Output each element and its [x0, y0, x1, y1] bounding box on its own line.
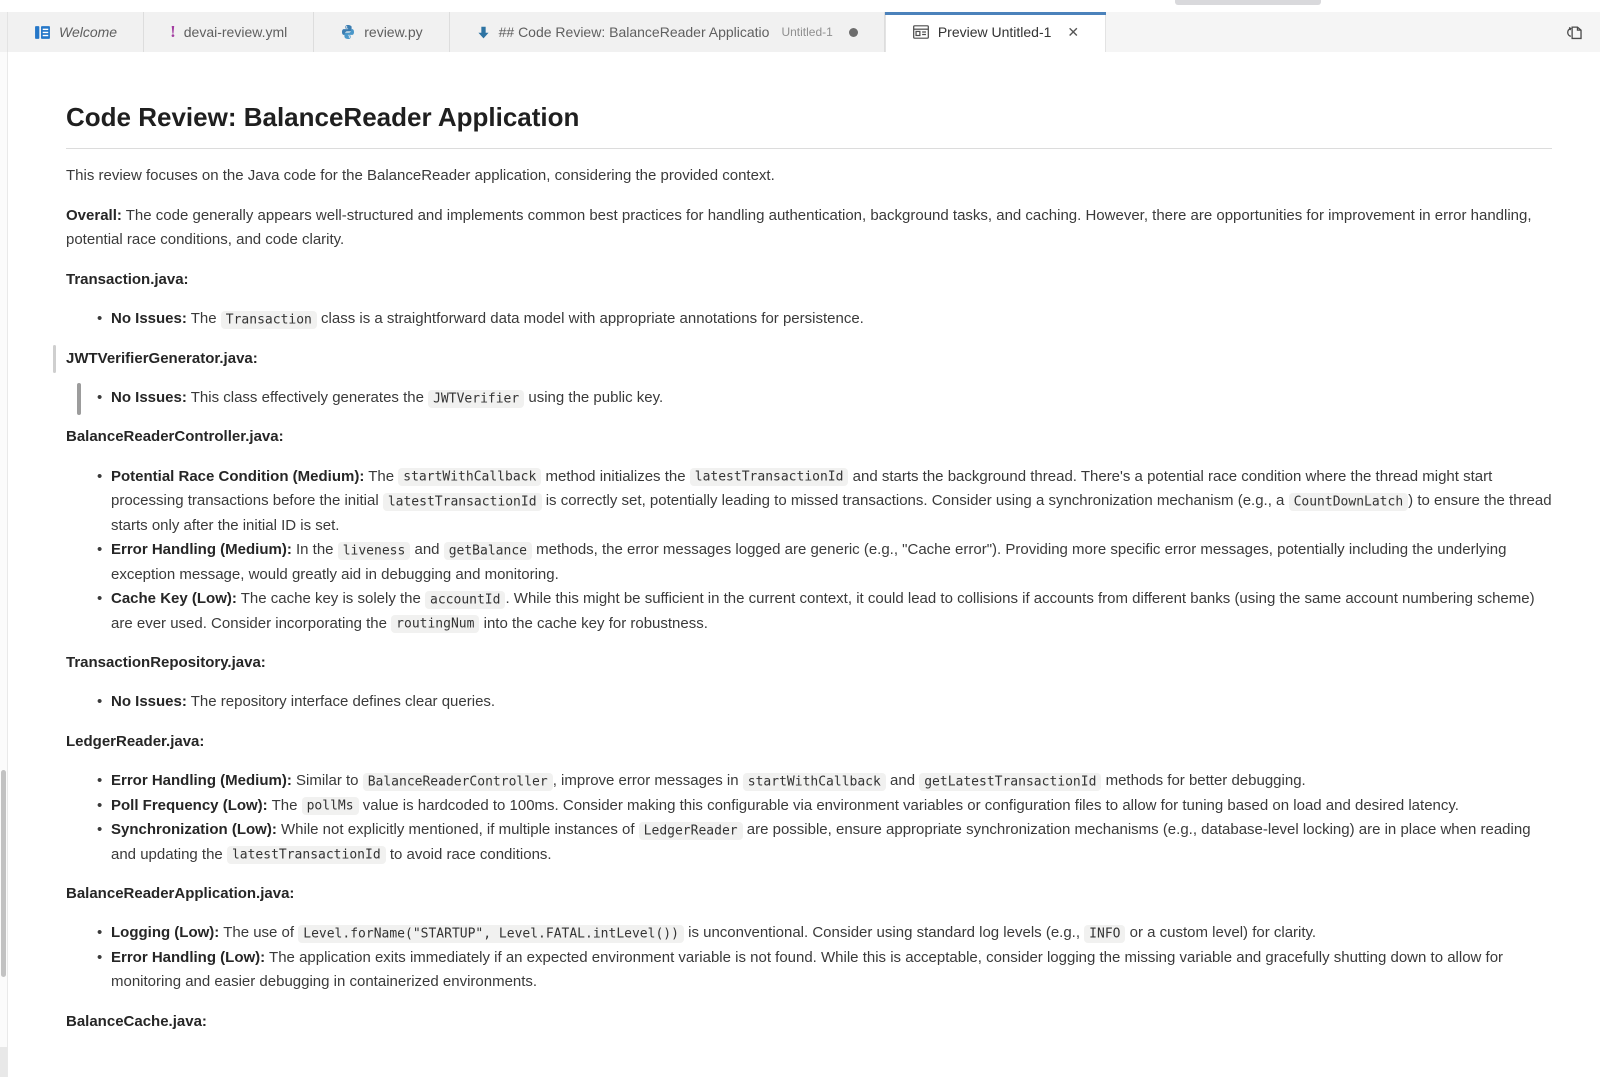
- inline-code: startWithCallback: [743, 773, 886, 791]
- issue-list: [66, 307, 1552, 331]
- window-widget-edge: [1175, 0, 1321, 5]
- scroll-sync-marker: [77, 383, 81, 415]
- inline-code: latestTransactionId: [383, 493, 542, 511]
- section-heading: BalanceReaderController.java:: [66, 428, 284, 446]
- intro-paragraph: This review focuses on the Java code for the BalanceReader application, considering the provided context.: [66, 167, 775, 185]
- markdown-arrow-icon: [476, 25, 491, 40]
- document-sections: [66, 268, 1552, 1035]
- close-tab-icon[interactable]: ✕: [1067, 24, 1080, 40]
- issue-list: [66, 465, 1552, 636]
- tab-label: Welcome: [59, 24, 118, 40]
- inline-code: CountDownLatch: [1289, 493, 1409, 511]
- tab-description: Untitled-1: [781, 25, 833, 39]
- tab-label: Preview Untitled-1: [937, 24, 1052, 40]
- inline-code: latestTransactionId: [227, 846, 386, 864]
- tab-label: ## Code Review: BalanceReader Applicatio: [498, 24, 770, 40]
- issue-label: No Issues:: [111, 693, 187, 711]
- yaml-exclamation-icon: !: [170, 22, 176, 41]
- tab-devai-review-yml[interactable]: [144, 12, 314, 52]
- tab-label: devai-review.yml: [183, 24, 288, 40]
- modified-dot-icon[interactable]: [849, 28, 858, 37]
- section-heading: BalanceReaderApplication.java:: [66, 885, 295, 902]
- overall-label: Overall:: [66, 206, 122, 224]
- welcome-book-icon: [34, 24, 51, 41]
- issue-label: Error Handling (Medium):: [111, 541, 292, 559]
- inline-code: INFO: [1084, 925, 1125, 943]
- issue-label: Error Handling (Medium):: [111, 772, 292, 790]
- overall-text: The code generally appears well-structured and implements common best practices for handling authentication, background tasks, and caching. However, there are opportunities for improvement in error handling, potential race conditions, and code clarity.: [66, 206, 1532, 249]
- inline-code: Level.forName("STARTUP", Level.FATAL.intLevel()): [298, 925, 684, 943]
- issue-label: Synchronization (Low):: [111, 821, 277, 839]
- inline-code: Transaction: [221, 311, 317, 329]
- issue-list: [66, 386, 1552, 410]
- inline-code: JWTVerifier: [428, 390, 524, 408]
- tab-preview-untitled-1[interactable]: [885, 12, 1106, 52]
- left-panel-edge: [0, 52, 8, 1077]
- section-heading: LedgerReader.java:: [66, 732, 205, 750]
- issue-list: [66, 769, 1552, 867]
- markdown-preview: [8, 52, 1600, 1077]
- editor-tab-bar: [0, 12, 1600, 52]
- issue-item: • Logging (Low): The use of Level.forName("STARTUP", Level.FATAL.intLevel()) is unconventional. Consider using standard log levels (e.g., INFO or a custom level) for clarity.: [111, 921, 1552, 945]
- issue-label: Logging (Low):: [111, 924, 220, 942]
- inline-code: BalanceReaderController: [363, 773, 553, 791]
- issue-item: • No Issues: The repository interface defines clear queries.: [111, 690, 1552, 714]
- issue-item: • Synchronization (Low): While not explicitly mentioned, if multiple instances of LedgerReader are possible, ensure appropriate synchronization mechanisms (e.g., database-level locking) are in place when reading and updating the latestTransactionId to avoid race conditions.: [111, 818, 1552, 867]
- issue-label: Poll Frequency (Low):: [111, 796, 268, 814]
- inline-code: routingNum: [391, 615, 479, 633]
- overall-paragraph: [66, 204, 1552, 253]
- editor-main: [0, 52, 1600, 1077]
- page-title: Code Review: BalanceReader Application: [66, 96, 1552, 149]
- issue-label: Error Handling (Low):: [111, 948, 266, 966]
- preview-icon: [912, 23, 930, 41]
- issue-item: • Error Handling (Medium): In the liveness and getBalance methods, the error messages logged are generic (e.g., "Cache error"). Providing more specific error messages, potentially including the underlying exception message, would greatly aid in debugging and monitoring.: [111, 538, 1552, 587]
- python-icon: [340, 24, 356, 40]
- issue-label: Cache Key (Low):: [111, 590, 237, 608]
- issue-item: • Error Handling (Medium): Similar to BalanceReaderController , improve error messages in startWithCallback and getLatestTransactionId methods for better debugging.: [111, 769, 1552, 793]
- section-heading: TransactionRepository.java:: [66, 653, 266, 671]
- tab-label: review.py: [364, 24, 423, 40]
- section-heading: Transaction.java:: [66, 270, 189, 288]
- issue-item: • Poll Frequency (Low): The pollMs value is hardcoded to 100ms. Consider making this configurable via environment variables or configuration files to allow for tuning based on load and desired latency.: [111, 794, 1552, 818]
- issue-list: [66, 921, 1552, 994]
- issue-item: • Cache Key (Low): The cache key is solely the accountId . While this might be sufficient in the current context, it could lead to collisions if accounts from different banks (using the same account numbering scheme) are ever used. Consider incorporating the routingNum into the cache key for robustness.: [111, 587, 1552, 636]
- issue-item: • Potential Race Condition (Medium): The startWithCallback method initializes the latestTransactionId and starts the background thread. There's a potential race condition where the thread might start processing transactions before the initial latestTransactionId is correctly set, potentially leading to missed transactions. Consider using a synchronization mechanism (e.g., a CountDownLatch ) to ensure the thread starts only after the initial ID is set.: [111, 465, 1552, 538]
- scroll-sync-marker: [53, 345, 56, 373]
- issue-item: • Error Handling (Low): The application exits immediately if an expected environment variable is not found. While this is acceptable, consider logging the missing variable and gracefully shutting down to allow for monitoring and easier debugging in containerized environments.: [111, 946, 1552, 995]
- inline-code: startWithCallback: [398, 468, 541, 486]
- left-panel-footer-edge: [0, 1047, 7, 1077]
- inline-code: pollMs: [302, 797, 359, 815]
- inline-code: getBalance: [444, 542, 532, 560]
- inline-code: latestTransactionId: [690, 468, 849, 486]
- inline-code: accountId: [425, 591, 505, 609]
- tab-code-review-balancereader-applicatio[interactable]: [450, 12, 885, 52]
- split-editor-icon[interactable]: [1565, 23, 1584, 42]
- section-heading: JWTVerifierGenerator.java:: [66, 347, 1552, 371]
- section-heading: BalanceCache.java:: [66, 1012, 207, 1030]
- tab-review-py[interactable]: [314, 12, 449, 52]
- left-scrollbar-thumb[interactable]: [1, 770, 6, 977]
- issue-item: • No Issues: The Transaction class is a straightforward data model with appropriate annotations for persistence.: [111, 307, 1552, 331]
- editor-actions: [1565, 12, 1584, 52]
- issue-list: [66, 690, 1552, 714]
- inline-code: liveness: [338, 542, 411, 560]
- issue-label: Potential Race Condition (Medium):: [111, 467, 365, 485]
- inline-code: getLatestTransactionId: [919, 773, 1101, 791]
- tab-welcome[interactable]: [8, 12, 144, 52]
- issue-label: No Issues:: [111, 310, 187, 328]
- issue-label: No Issues:: [111, 389, 187, 406]
- tab-bar-left-cap: [0, 12, 8, 52]
- issue-item: • No Issues: This class effectively generates the JWTVerifier using the public key.: [111, 386, 1552, 410]
- inline-code: LedgerReader: [639, 822, 743, 840]
- window-top-strip: [0, 0, 1600, 12]
